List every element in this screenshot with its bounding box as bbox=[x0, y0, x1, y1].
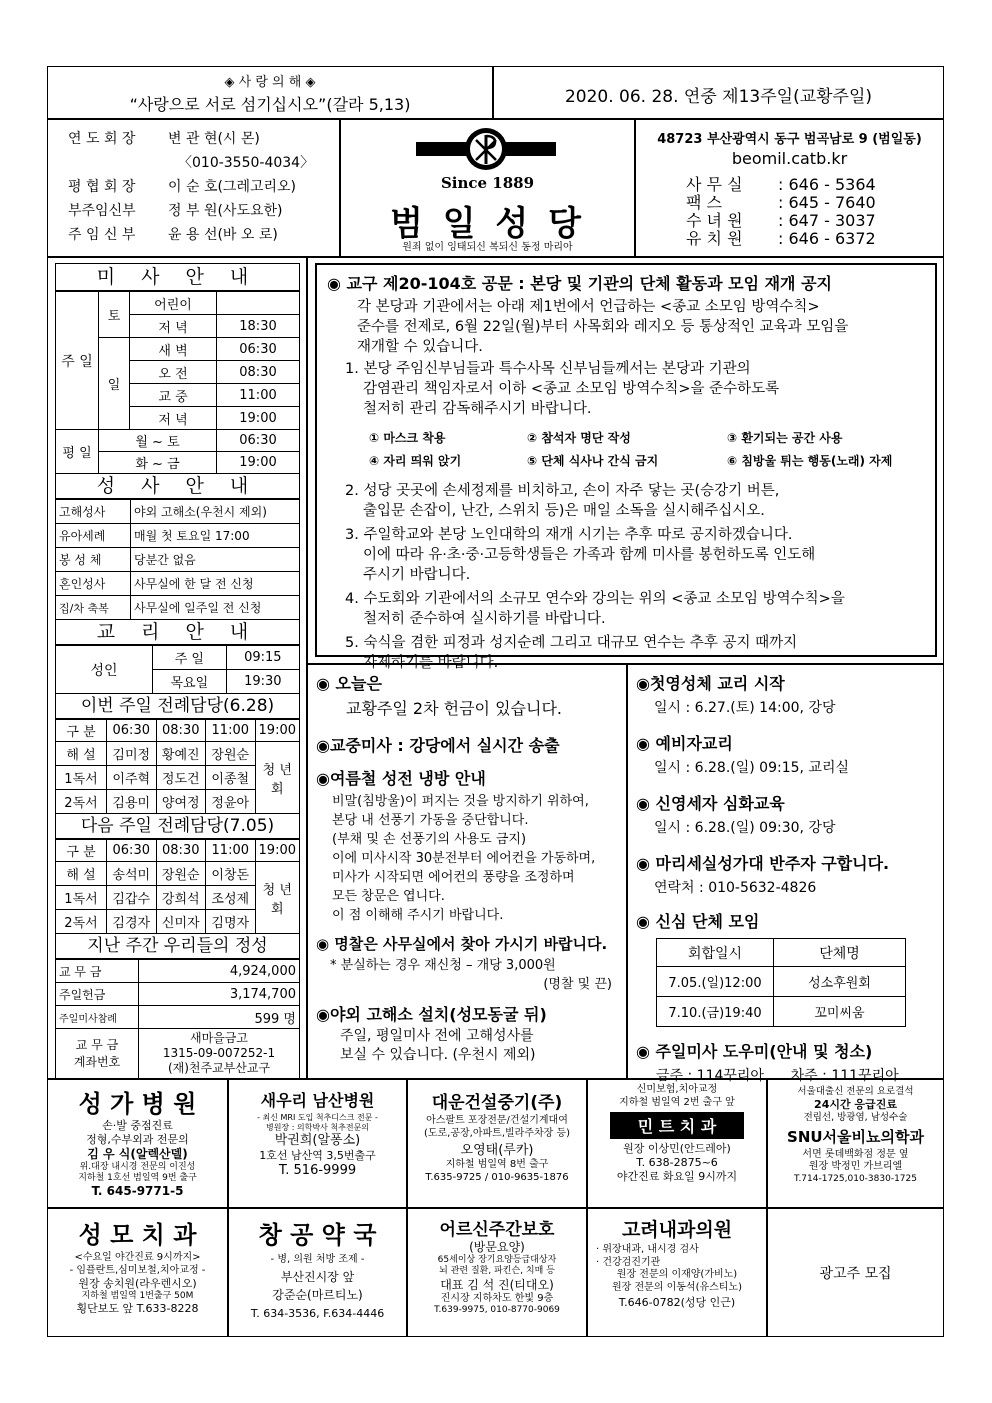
liturgy-role: 2독서 bbox=[56, 910, 107, 934]
ad-snu-urology: 서울대출신 전문의 요로결석 24시간 응급진료 전립선, 방광염, 남성수술 SNU서울비뇨의학과 서면 롯데백화점 정문 옆 원장 박정민 가브리엘 T.714-1725,010-3830-1725 bbox=[767, 1079, 944, 1208]
mass-broadcast-title: ◉교중미사 : 강당에서 실시간 송출 bbox=[316, 736, 560, 755]
ad-elderly-daycare: 어르신주간보호 (방문요양) 65세이상 장기요양등급대상자 뇌 관련 질환, 파킨슨, 치매 등 대표 김 석 진(티대오) 진시장 지하차도 한빛 9층 T.639-9975, 010-8770-9069 bbox=[407, 1208, 587, 1337]
notice-item-1: 1. 본당 주임신부님들과 특수사목 신부님들께서는 본당과 기관의 감염관리 책임자로서 이하 <종교 소모임 방역수칙>을 준수하도록 철저히 관리 감독해주시기 바랍니다. bbox=[345, 361, 780, 417]
ad-sungmo-dental: 성 모 치 과 <수요일 야간진료 9시까지> - 임플란트,심미보철,치아교정 - 원장 송치원(라우렌시오) 지하철 범일역 1번출구 50M 횡단보도 앞 T.633-8228 bbox=[47, 1208, 228, 1337]
first-communion-body: 일시 : 6.27.(토) 14:00, 강당 bbox=[654, 700, 836, 716]
year-motto: ◈ 사 랑 의 해 ◈ bbox=[224, 75, 316, 90]
mass-time: 11:00 bbox=[217, 384, 300, 407]
offering-value: 599 명 bbox=[139, 1006, 300, 1029]
liturgy-person: 김명자 bbox=[206, 910, 256, 934]
mass-time: 19:00 bbox=[217, 407, 300, 430]
liturgy-person: 신미자 bbox=[156, 910, 206, 934]
officer-row: 〈010-3550-4034〉 bbox=[178, 155, 315, 171]
sacrament-name: 혼인성사 bbox=[56, 572, 131, 596]
notice-items: 2. 성당 곳곳에 손세정제를 비치하고, 손이 자주 닿는 곳(승강기 버튼, 출입문 손잡이, 난간, 스위치 등)은 매일 소독을 실시해주십시오. 3. 주일학교와 본당 노인대학의 재개 시기는 추후 따로 공지하겠습니다. 이에 따라 유·초·중·고등학생들은 가족과 함께 미사를 봉헌하도록 인도해 주시기 바랍니다. 4. 수도회와 기관에서의 소규모 연수와 강의는 위의 <종교 소모임 방역수칙>을 철저히 준수하여 실시하기를 바랍니다. 5. 숙식을 겸한 피정과 성지순례 그리고 대규모 연수는 추후 공지 때까지 자제하기를 바랍니다. bbox=[345, 483, 845, 671]
liturgy-header: 19:00 bbox=[255, 840, 299, 862]
liturgy-header: 11:00 bbox=[206, 720, 256, 742]
first-communion-title: ◉첫영성체 교리 시작 bbox=[636, 674, 785, 693]
mass-name: 오 전 bbox=[130, 361, 217, 384]
saturday-label: 토 bbox=[99, 292, 130, 338]
liturgy-role: 해 설 bbox=[56, 862, 107, 886]
bible-quote: “사랑으로 서로 섬기십시오”(갈라 5,13) bbox=[129, 95, 411, 114]
officers-box bbox=[47, 119, 340, 257]
sacrament-name: 유아세례 bbox=[56, 524, 131, 548]
sacrament-title: 성 사 안 내 bbox=[55, 474, 300, 499]
notice-title: ◉ 교구 제20-104호 공문 : 본당 및 기관의 단체 활동과 모임 재개 공지 bbox=[327, 274, 832, 293]
liturgy-role: 2독서 bbox=[56, 790, 107, 814]
phone-row: 유 치 원 : 646 - 6372 bbox=[686, 229, 876, 248]
liturgy-person: 김용미 bbox=[107, 790, 157, 814]
group-date: 7.05.(일)12:00 bbox=[657, 967, 774, 997]
liturgy-person: 김경자 bbox=[107, 910, 157, 934]
officer-row: 평 협 회 장 이 순 호(그레고리오) bbox=[68, 179, 297, 195]
news-right bbox=[627, 664, 944, 1084]
liturgy-person: 송석미 bbox=[107, 862, 157, 886]
ad-saewoori-hospital: 새우리 남산병원 - 최신 MRI 도입 척추디스크 전문 - 병원장 : 의학박사 척추전문의 박권희(알퐁소) 1호선 남산역 3,5번출구 T. 516-9999 bbox=[228, 1079, 407, 1208]
group-meeting-title: ◉ 신심 단체 모임 bbox=[636, 912, 760, 931]
church-name: 범 일 성 당 bbox=[390, 204, 585, 244]
liturgy-person: 강희석 bbox=[156, 886, 206, 910]
liturgy-person: 정윤아 bbox=[206, 790, 256, 814]
church-address: 48723 부산광역시 동구 범곡남로 9 (범일동) bbox=[657, 132, 922, 147]
ad-changgong-pharmacy: 창 공 약 국 - 병, 의원 처방 조제 - 부산진시장 앞 강준순(마르티노) T. 634-3536, F.634-4446 bbox=[228, 1208, 407, 1337]
liturgy-header: 구 분 bbox=[56, 720, 107, 742]
news-left bbox=[307, 664, 627, 1079]
mass-time: 06:30 bbox=[217, 430, 300, 452]
mass-time: 18:30 bbox=[217, 315, 300, 338]
mass-title: 미 사 안 내 bbox=[55, 263, 300, 291]
weekday-label: 평 일 bbox=[56, 430, 99, 474]
sacrament-name: 집/차 축복 bbox=[56, 596, 131, 620]
rule-item: ② 참석자 명단 작성 bbox=[527, 431, 631, 445]
rule-item: ③ 환기되는 공간 사용 bbox=[727, 431, 843, 445]
rules-grid bbox=[327, 429, 935, 469]
ad-daewoon-construction: 대운건설중기(주) 아스팔트 포장전문/건설기계대여 (도로,공장,아파트,빌라주차장 등) 오영태(루카) 지하철 범일역 8번 출구 T.635-9725 / 010-9635-1876 bbox=[407, 1079, 587, 1208]
rule-item: ⑤ 단체 식사나 간식 금지 bbox=[527, 454, 659, 468]
account-info: 새마을금고 1315-09-007252-1 (재)천주교부산교구 bbox=[139, 1029, 300, 1079]
sacrament-value: 사무실에 일주일 전 신청 bbox=[131, 596, 300, 620]
liturgy-this-table bbox=[55, 719, 300, 814]
chi-rho-icon bbox=[416, 128, 556, 174]
liturgy-person: 장원순 bbox=[156, 862, 206, 886]
liturgy-role: 1독서 bbox=[56, 766, 107, 790]
today-body: 교황주일 2차 헌금이 있습니다. bbox=[346, 699, 562, 718]
ad-korea-clinic: 고려내과의원 · 위장내과, 내시경 검사 · 건강검진기관 원장 전문의 이재양(가비노) 원장 전문의 이동석(유스티노) T.646-0782(성당 인근) bbox=[587, 1208, 767, 1337]
ad-recruit-text: 광고주 모집 bbox=[819, 1266, 892, 1282]
catechumen-title: ◉ 예비자교리 bbox=[636, 734, 733, 753]
header-date-box bbox=[493, 66, 944, 119]
mass-table bbox=[55, 291, 300, 474]
sacrament-table bbox=[55, 499, 300, 620]
notice-box bbox=[315, 263, 937, 671]
catechumen-body: 일시 : 6.28.(일) 09:15, 교리실 bbox=[654, 760, 850, 776]
church-subtitle: 원죄 없이 잉태되신 복되신 동정 마리아 bbox=[402, 242, 573, 253]
offering-title: 지난 주간 우리들의 정성 bbox=[55, 934, 300, 959]
group-header: 단체명 bbox=[774, 939, 906, 967]
rule-item: ① 마스크 착용 bbox=[369, 431, 446, 445]
confession-title: ◉야외 고해소 설치(성모동굴 뒤) bbox=[316, 1005, 547, 1024]
liturgy-person: 정도건 bbox=[156, 766, 206, 790]
liturgy-header: 06:30 bbox=[107, 840, 157, 862]
confession-body: 주일, 평일미사 전에 고해성사를 보실 수 있습니다. (우천시 제외) bbox=[340, 1028, 536, 1063]
nametag-title: ◉ 명찰은 사무실에서 찾아 가시기 바랍니다. bbox=[316, 935, 608, 953]
mass-time: 06:30 bbox=[217, 338, 300, 361]
officer-row: 주 임 신 부 윤 용 선(바 오 로) bbox=[68, 227, 278, 243]
liturgy-person: 이종철 bbox=[206, 766, 256, 790]
liturgy-person: 김갑수 bbox=[107, 886, 157, 910]
mass-name: 새 벽 bbox=[130, 338, 217, 361]
liturgy-person: 조성제 bbox=[206, 886, 256, 910]
group-header: 회합일시 bbox=[657, 939, 774, 967]
liturgy-header: 06:30 bbox=[107, 720, 157, 742]
doctrine-day: 주 일 bbox=[153, 646, 227, 670]
liturgy-header: 08:30 bbox=[156, 840, 206, 862]
offering-value: 3,174,700 bbox=[139, 983, 300, 1006]
mass-name: 저 녁 bbox=[130, 407, 217, 430]
bulletin-date: 2020. 06. 28. 연중 제13주일(교황주일) bbox=[564, 87, 873, 107]
phone-row: 사 무 실 : 646 - 5364 bbox=[686, 175, 876, 194]
sunday-label: 주 일 bbox=[56, 292, 99, 430]
phone-row: 수 녀 원 : 647 - 3037 bbox=[686, 211, 876, 230]
church-logo-box bbox=[340, 119, 635, 257]
today-title: ◉ 오늘은 bbox=[316, 674, 382, 693]
liturgy-person: 장원순 bbox=[206, 742, 256, 766]
offering-name: 교 무 금 bbox=[56, 960, 139, 983]
doctrine-time: 09:15 bbox=[226, 646, 299, 670]
liturgy-role: 해 설 bbox=[56, 742, 107, 766]
mass-name: 월 ~ 토 bbox=[99, 430, 217, 452]
liturgy-person: 황예진 bbox=[156, 742, 206, 766]
mass-name: 화 ~ 금 bbox=[99, 452, 217, 474]
offering-name: 주일미사참례 bbox=[56, 1006, 139, 1029]
youth-group: 청 년 회 bbox=[255, 742, 299, 814]
liturgy-person: 양여정 bbox=[156, 790, 206, 814]
liturgy-person: 김미정 bbox=[107, 742, 157, 766]
liturgy-header: 구 분 bbox=[56, 840, 107, 862]
officer-row: 부주임신부 정 부 원(사도요한) bbox=[68, 203, 283, 219]
liturgy-header: 08:30 bbox=[156, 720, 206, 742]
liturgy-header: 19:00 bbox=[255, 720, 299, 742]
sacrament-name: 봉 성 체 bbox=[56, 548, 131, 572]
ad-sungga-hospital: 성 가 병 원 손·발 중점진료 정형,수부외과 전문의 김 우 식(알렉산델) 위.대장 내시경 전문의 이진성 지하철 1호선 범일역 9번 출구 T. 645-9771-5 bbox=[47, 1079, 228, 1208]
group-name: 꼬미씨움 bbox=[774, 997, 906, 1027]
liturgy-role: 1독서 bbox=[56, 886, 107, 910]
church-website[interactable]: beomil.catb.kr bbox=[731, 149, 848, 168]
youth-group: 청 년 회 bbox=[255, 862, 299, 934]
notice-intro: 각 본당과 기관에서는 아래 제1번에서 언급하는 <종교 소모임 방역수칙> 준수를 전제로, 6월 22일(월)부터 사목회와 레지오 등 통상적인 교육과 모임을 재개할 수 있습니다. bbox=[357, 299, 849, 355]
choir-body: 연락처 : 010-5632-4826 bbox=[654, 880, 817, 896]
liturgy-header: 11:00 bbox=[206, 840, 256, 862]
chi-rho-logo bbox=[416, 128, 556, 174]
sacrament-value: 매월 첫 토요일 17:00 bbox=[131, 524, 300, 548]
offering-value: 4,924,000 bbox=[139, 960, 300, 983]
mass-name: 저 녁 bbox=[130, 315, 217, 338]
mass-time bbox=[217, 292, 300, 315]
group-meeting-table bbox=[656, 938, 906, 1027]
nametag-body: * 분실하는 경우 재신청 – 개당 3,000원 (명찰 및 끈) bbox=[330, 958, 612, 992]
account-label: 교 무 금 계좌번호 bbox=[56, 1029, 139, 1079]
contact-box bbox=[635, 119, 944, 257]
mass-time: 08:30 bbox=[217, 361, 300, 384]
summer-body: 비말(침방울)이 퍼지는 것을 방지하기 위하여, 본당 내 선풍기 가동을 중단합니다. (부채 및 손 선풍기의 사용도 금지) 이에 미사시작 30분전부터 에어컨을 가동하며, 미사가 시작되면 에어컨의 풍량을 조정하며 모든 창문은 엽니다. 이 점 이해해 주시기 바랍니다. bbox=[332, 794, 596, 923]
doctrine-day: 목요일 bbox=[153, 670, 227, 694]
offering-name: 주일헌금 bbox=[56, 983, 139, 1006]
phone-row: 팩 스 : 645 - 7640 bbox=[686, 193, 876, 212]
group-date: 7.10.(금)19:40 bbox=[657, 997, 774, 1027]
choir-title: ◉ 마리세실성가대 반주자 구합니다. bbox=[636, 854, 890, 873]
liturgy-next-table bbox=[55, 839, 300, 934]
sun-label: 일 bbox=[99, 338, 130, 430]
mass-helper-title: ◉ 주일미사 도우미(안내 및 청소) bbox=[636, 1042, 873, 1061]
neophyte-body: 일시 : 6.28.(일) 09:30, 강당 bbox=[654, 820, 836, 836]
sacrament-value: 당분간 없음 bbox=[131, 548, 300, 572]
mass-name: 어린이 bbox=[130, 292, 217, 315]
sacrament-value: 사무실에 한 달 전 신청 bbox=[131, 572, 300, 596]
ad-mint-dental: 신미보험,치아교정 지하철 범일역 2번 출구 앞 민 트 치 과 원장 이상민(안드레아) T. 638-2875~6 야간진료 화요일 9시까지 bbox=[587, 1079, 767, 1208]
neophyte-title: ◉ 신영세자 심화교육 bbox=[636, 794, 785, 813]
mass-name: 교 중 bbox=[130, 384, 217, 407]
sacrament-name: 고해성사 bbox=[56, 500, 131, 524]
officer-row: 연 도 회 장 변 관 현(시 몬) bbox=[68, 131, 260, 147]
rule-item: ⑥ 침방울 튀는 행동(노래) 자제 bbox=[727, 454, 893, 468]
doctrine-time: 19:30 bbox=[226, 670, 299, 694]
rule-item: ④ 자리 띄워 앉기 bbox=[369, 454, 462, 468]
doctrine-label: 성인 bbox=[56, 646, 153, 694]
ad-recruiting bbox=[767, 1208, 944, 1337]
liturgy-person: 이주혁 bbox=[107, 766, 157, 790]
doctrine-table bbox=[55, 645, 300, 694]
left-inner bbox=[55, 263, 300, 1079]
group-name: 성소후원회 bbox=[774, 967, 906, 997]
offering-table bbox=[55, 959, 300, 1079]
mass-helper-body: 금주 : 114꾸리아 차주 : 111꾸리아 bbox=[656, 1068, 899, 1084]
since-label: Since 1889 bbox=[440, 174, 535, 192]
liturgy-this-title: 이번 주일 전례담당(6.28) bbox=[55, 694, 300, 719]
doctrine-title: 교 리 안 내 bbox=[55, 620, 300, 645]
liturgy-person: 이창돈 bbox=[206, 862, 256, 886]
liturgy-next-title: 다음 주일 전례담당(7.05) bbox=[55, 814, 300, 839]
summer-cooling-title: ◉여름철 성전 냉방 안내 bbox=[316, 769, 486, 788]
sacrament-value: 야외 고해소(우천시 제외) bbox=[131, 500, 300, 524]
mass-time: 19:00 bbox=[217, 452, 300, 474]
header-motto-box bbox=[47, 66, 493, 119]
